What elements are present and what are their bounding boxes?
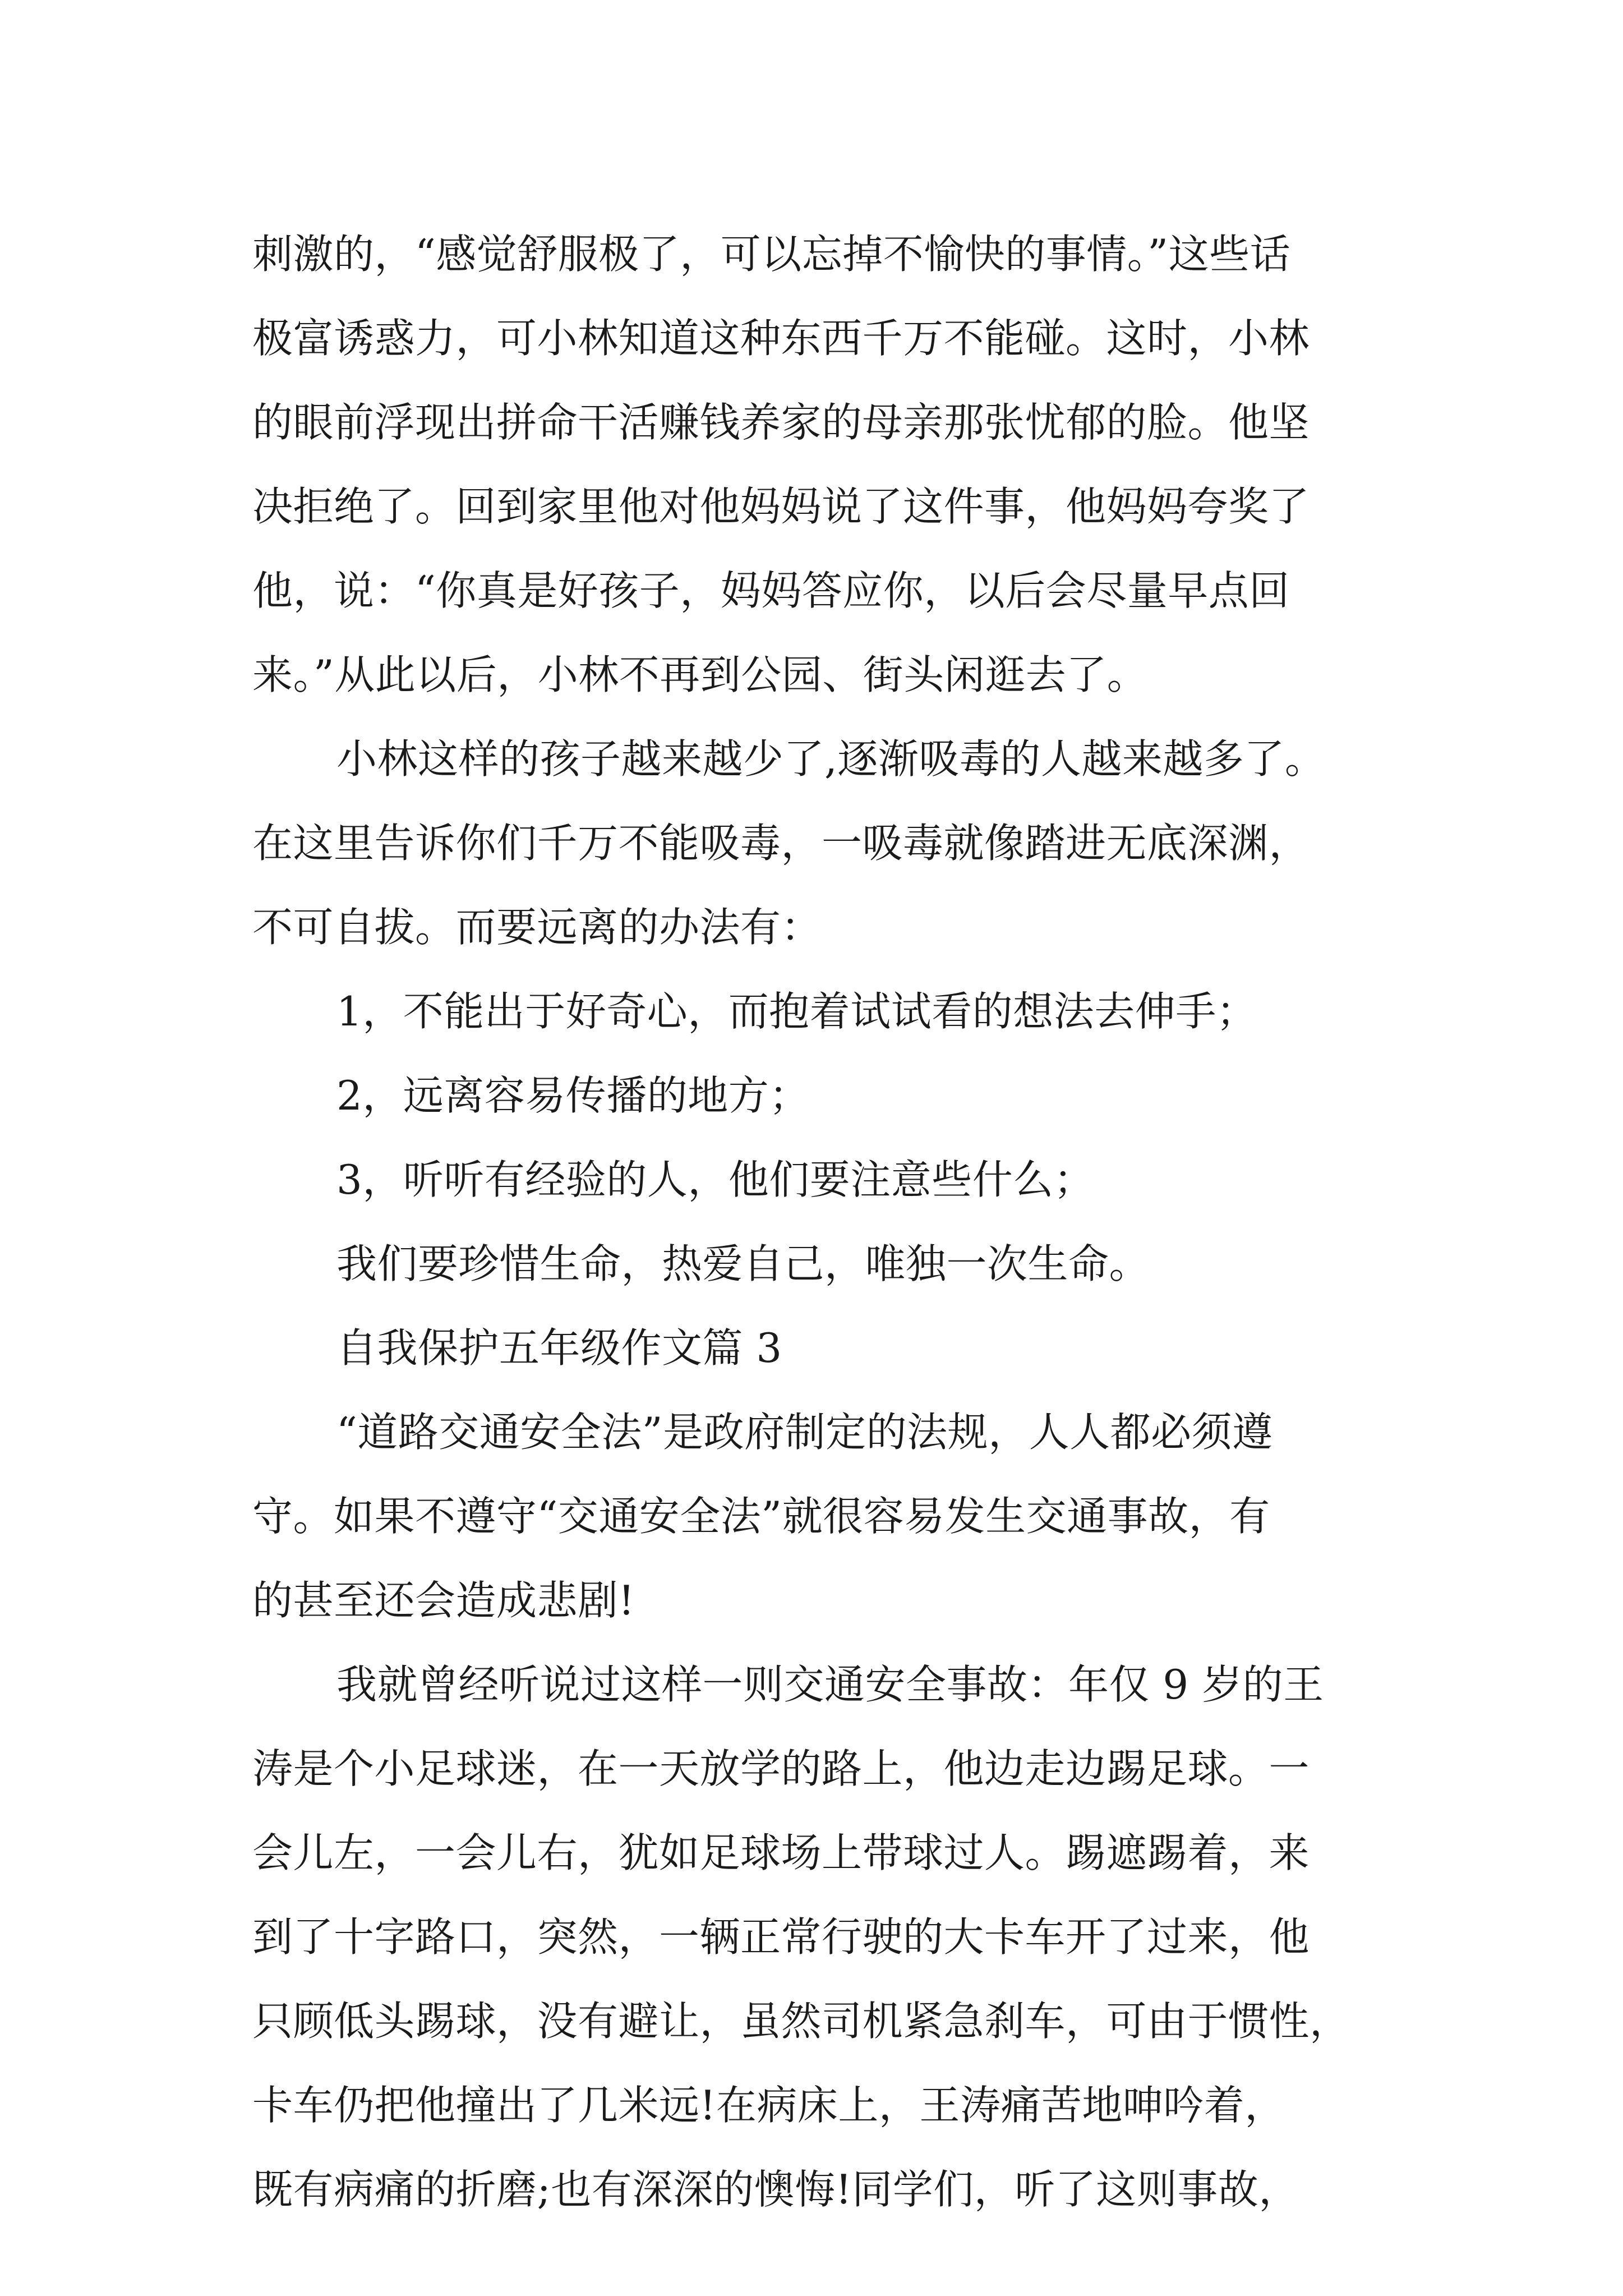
text-line: 在这里告诉你们千万不能吸毒，一吸毒就像踏进无底深渊， [252,820,1310,867]
list-item: 1，不能出于好奇心，而抱着试试看的想法去伸手； [336,988,1257,1035]
text-line: 既有病痛的折磨;也有深深的懊悔!同学们，听了这则事故， [252,2166,1299,2213]
text-line: 的眼前浮现出拼命干活赚钱养家的母亲那张忧郁的脸。他坚 [252,399,1310,446]
text-line: 极富诱惑力，可小林知道这种东西千万不能碰。这时，小林 [252,315,1310,362]
paragraph-start-line: 我就曾经听说过这样一则交通安全事故：年仅 9 岁的王 [336,1661,1324,1708]
section-heading: 自我保护五年级作文篇 3 [336,1324,782,1372]
text-line: 他，说：“你真是好孩子，妈妈答应你，以后会尽量早点回 [252,567,1290,614]
document-body [252,212,1392,2231]
list-item: 3，听听有经验的人，他们要注意些什么； [336,1156,1095,1203]
text-line: 到了十字路口，突然，一辆正常行驶的大卡车开了过来，他 [252,1913,1310,1961]
text-line: 来。”从此以后，小林不再到公园、街头闲逛去了。 [252,651,1148,698]
list-item: 2，远离容易传播的地方； [336,1072,810,1119]
paragraph-start-line: “道路交通安全法”是政府制定的法规，人人都必须遵 [336,1409,1273,1456]
text-line: 不可自拔。而要远离的办法有： [252,904,822,951]
text-line: 刺激的，“感觉舒服极了，可以忘掉不愉快的事情。”这些话 [252,231,1291,278]
paragraph-start-line: 我们要珍惜生命，热爱自己，唯独一次生命。 [336,1240,1150,1287]
text-line: 决拒绝了。回到家里他对他妈妈说了这件事，他妈妈夸奖了 [252,483,1310,530]
paragraph-start-line: 小林这样的孩子越来越少了,逐渐吸毒的人越来越多了。 [336,735,1326,783]
text-line: 会儿左，一会儿右，犹如足球场上带球过人。踢遮踢着，来 [252,1829,1310,1876]
text-line: 只顾低头踢球，没有避让，虽然司机紧急刹车，可由于惯性， [252,1998,1350,2045]
text-line: 守。如果不遵守“交通安全法”就很容易发生交通事故，有 [252,1493,1270,1540]
text-line: 涛是个小足球迷，在一天放学的路上，他边走边踢足球。一 [252,1745,1310,1792]
text-line: 卡车仍把他撞出了几米远!在病床上，王涛痛苦地呻吟着， [252,2082,1285,2129]
text-line: 的甚至还会造成悲剧! [252,1577,635,1624]
